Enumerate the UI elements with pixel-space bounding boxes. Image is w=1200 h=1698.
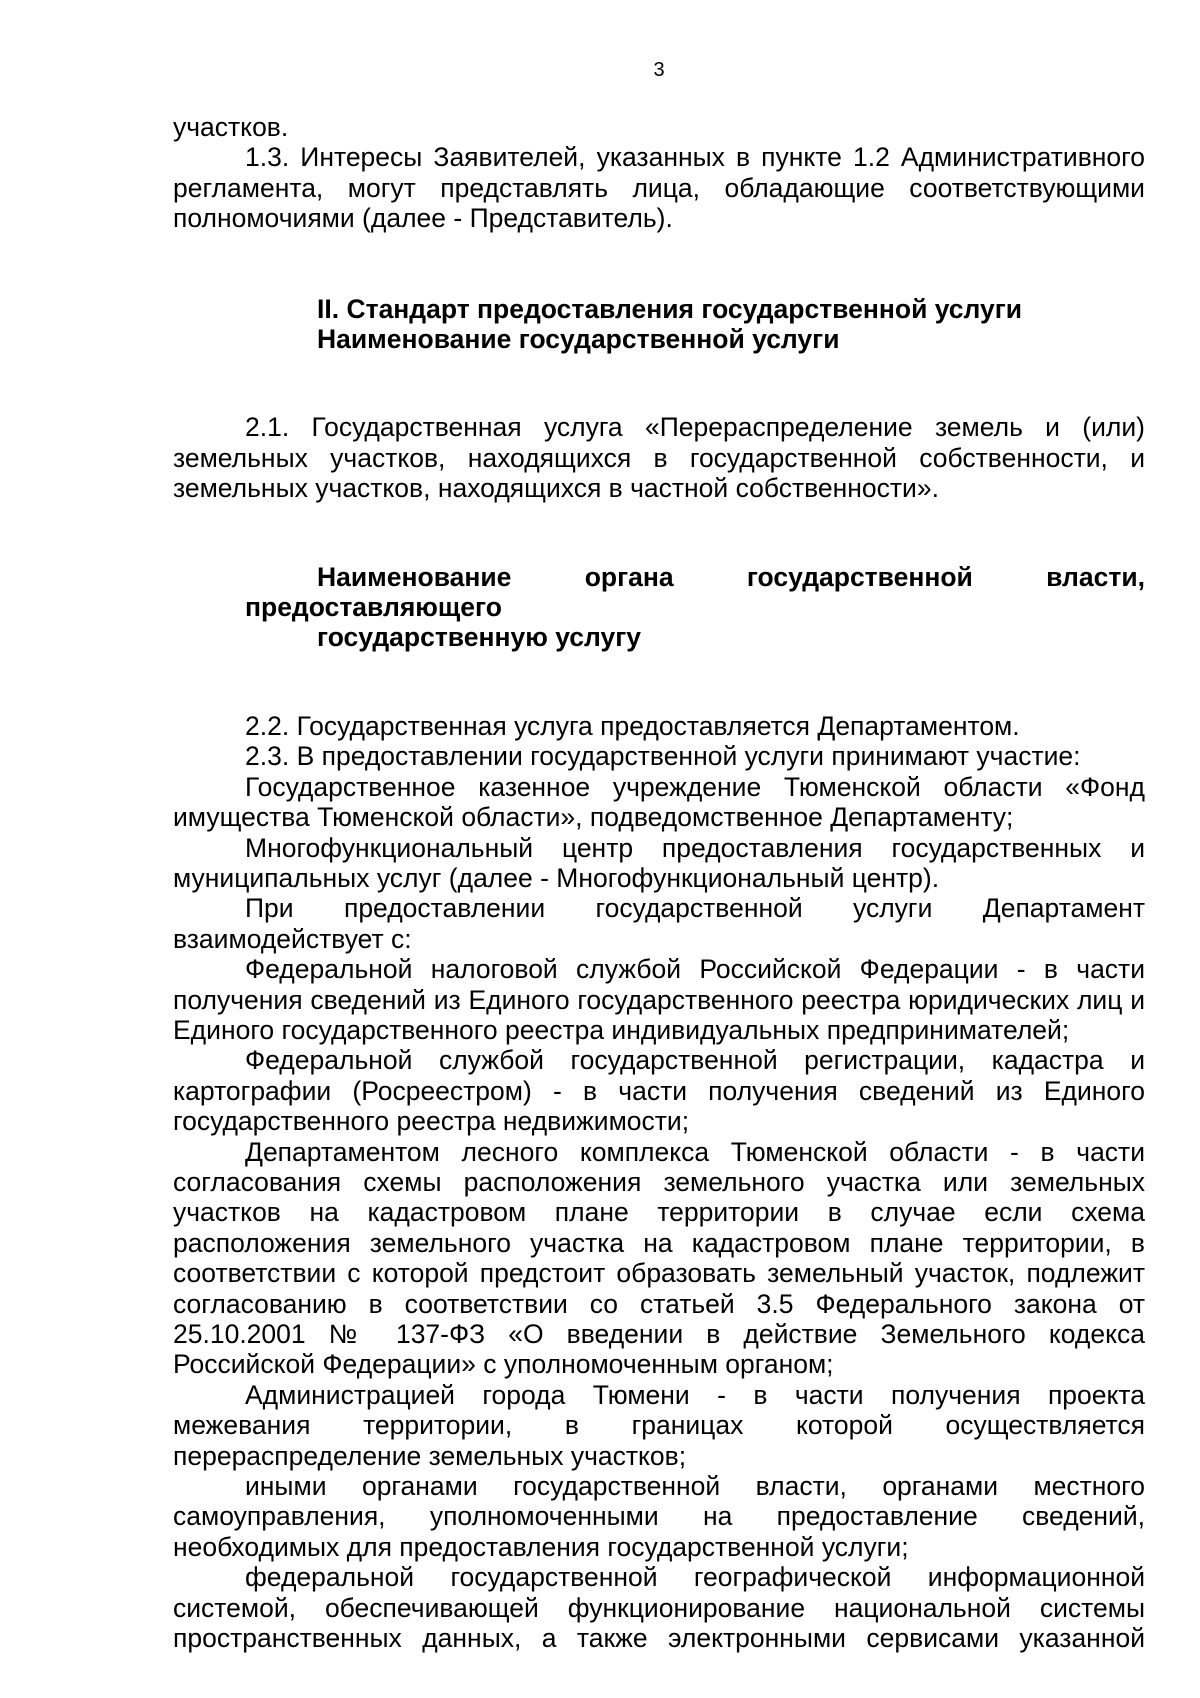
- section-heading-line-1: II. Стандарт предоставления государственной услуги: [317, 293, 1023, 324]
- paragraph-forestry: Департаментом лесного комплекса Тюменской области - в части согласования схемы расположения земельного участка или земельных участков на кадастровом плане территории в случае если схема расположения земельного участка на кадастровом плане территории, в соответствии с которой предстоит образовать земельный участок, подлежит согласованию в соответствии со статьей 3.5 Федерального закона от 25.10.2001 № 137-ФЗ «О введении в действие Земельного кодекса Российской Федерации» с уполномоченным органом;: [173, 1136, 1145, 1380]
- paragraph-rosreestr: Федеральной службой государственной регистрации, кадастра и картографии (Росреестром) - в части получения сведений из Единого государственного реестра недвижимости;: [173, 1045, 1145, 1137]
- paragraph-gis: федеральной государственной географической информационной системой, обеспечивающей функционирование национальной системы пространственных данных, а также электронными сервисами указанной: [173, 1562, 1145, 1654]
- paragraph-interaction: При предоставлении государственной услуги Департамент взаимодействует с:: [173, 893, 1145, 954]
- page-number: 3: [653, 59, 665, 81]
- paragraph-1-3: 1.3. Интересы Заявителей, указанных в пункте 1.2 Административного регламента, могут представлять лица, обладающие соответствующими полномочиями (далее - Представитель).: [173, 142, 1145, 234]
- section-heading-line-2: Наименование государственной услуги: [317, 324, 840, 355]
- document-body: [173, 112, 1145, 1653]
- spacer: [173, 504, 1145, 562]
- spacer: [173, 354, 1145, 412]
- paragraph-mfc: Многофункциональный центр предоставления государственных и муниципальных услуг (далее - Многофункциональный центр).: [173, 832, 1145, 893]
- paragraph-2-3: 2.3. В предоставлении государственной услуги принимают участие:: [245, 741, 1081, 772]
- subsection-heading-line-2: государственную услугу: [317, 622, 642, 653]
- paragraph-administration: Администрацией города Тюмени - в части получения проекта межевания территории, в границах которой осуществляется перераспределение земельных участков;: [173, 1379, 1145, 1471]
- spacer: [173, 653, 1145, 711]
- spacer: [173, 234, 1145, 294]
- paragraph-fond: Государственное казенное учреждение Тюменской области «Фонд имущества Тюменской области», подведомственное Департаменту;: [173, 771, 1145, 833]
- subsection-heading-line-1: Наименование органа государственной власти, предоставляющего: [245, 561, 1145, 623]
- paragraph-2-2: 2.2. Государственная услуга предоставляется Департаментом.: [245, 710, 1020, 741]
- paragraph-other-authorities: иными органами государственной власти, органами местного самоуправления, уполномоченными на предоставление сведений, необходимых для предоставления государственной услуги;: [173, 1471, 1145, 1562]
- paragraph-fns: Федеральной налоговой службой Российской Федерации - в части получения сведений из Единого государственного реестра юридических лиц и Единого государственного реестра индивидуальных предпринимателей;: [173, 954, 1145, 1045]
- paragraph-continuation: участков.: [173, 112, 289, 142]
- paragraph-2-1: 2.1. Государственная услуга «Перераспределение земель и (или) земельных участков, находящихся в государственной собственности, и земельных участков, находящихся в частной собственности».: [173, 412, 1145, 504]
